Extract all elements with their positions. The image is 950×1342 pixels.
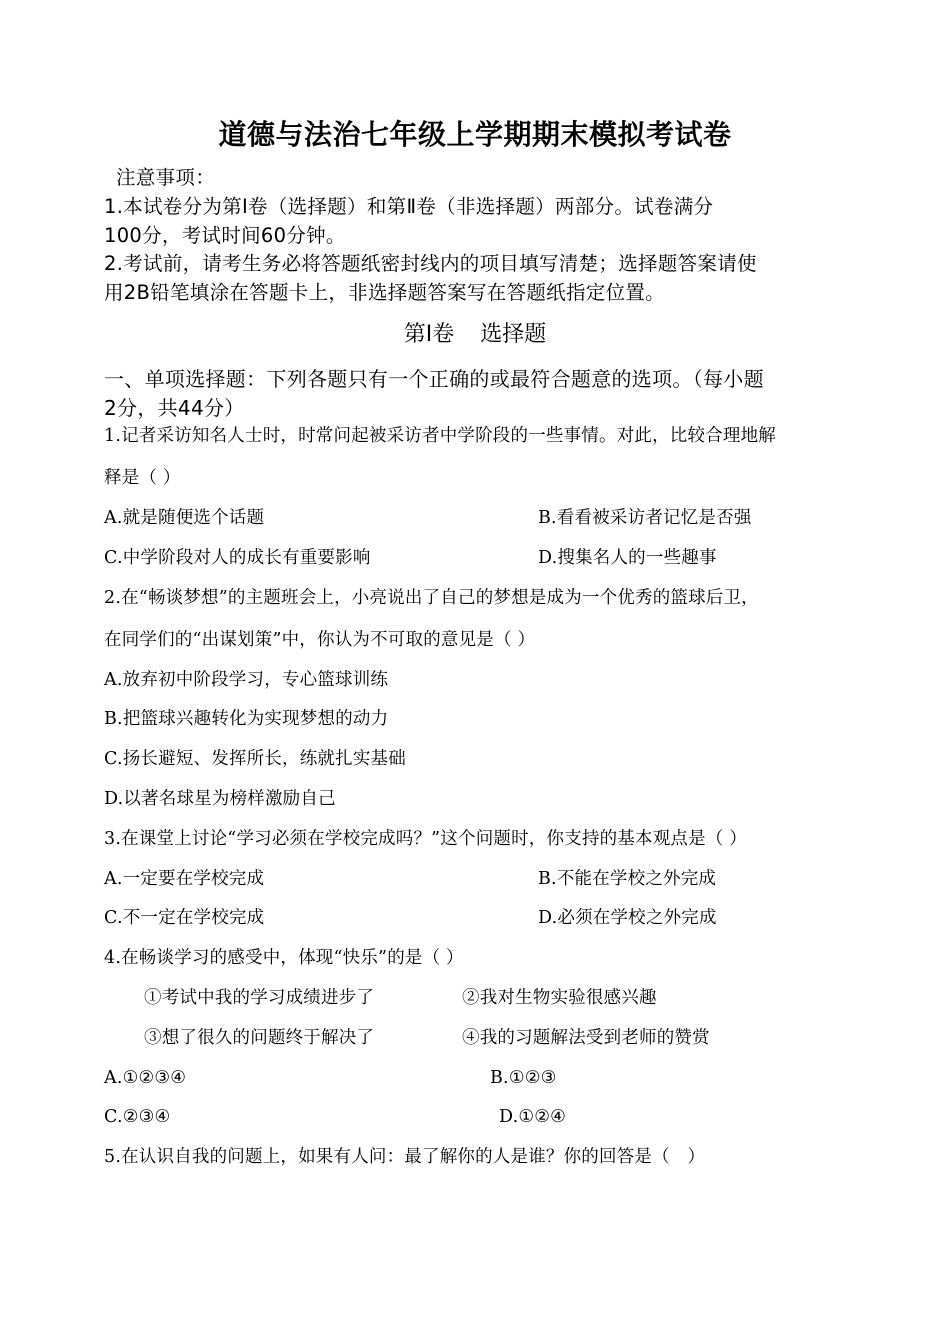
question-2-stem-line-2: 在同学们的“出谋划策”中，你认为不可取的意见是（ ） — [104, 630, 536, 650]
section-title — [0, 324, 950, 346]
question-1-option-a: A.就是随便选个话题 — [104, 508, 265, 528]
question-5-stem: 5.在认识自我的问题上，如果有人问：最了解你的人是谁？你的回答是（ ） — [104, 1147, 706, 1167]
section-part: 第Ⅰ卷 — [403, 322, 455, 347]
question-1-option-b: B.看看被采访者记忆是否强 — [538, 508, 752, 528]
question-2-option-c: C.扬长避短、发挥所长，练就扎实基础 — [104, 749, 406, 769]
question-4-option-a: A.①②③④ — [104, 1068, 187, 1088]
question-4-stem: 4.在畅谈学习的感受中，体现“快乐”的是（ ） — [104, 948, 464, 968]
instruction-line-1: 一、单项选择题：下列各题只有一个正确的或最符合题意的选项。（每小题 — [104, 367, 764, 391]
exam-title: 道德与法治七年级上学期期末模拟考试卷 — [218, 118, 732, 151]
question-1-stem-line-2: 释是（ ） — [104, 468, 181, 488]
question-2-option-a: A.放弃初中阶段学习，专心篮球训练 — [104, 670, 389, 690]
question-2-stem-line-1: 2.在“畅谈梦想”的主题班会上，小亮说出了自己的梦想是成为一个优秀的篮球后卫， — [104, 588, 759, 608]
question-3-option-b: B.不能在学校之外完成 — [538, 869, 717, 889]
question-4-statement-1: ①考试中我的学习成绩进步了 — [144, 988, 375, 1008]
instruction-line-2: 2分，共44分） — [104, 396, 245, 420]
question-1-stem-line-1: 1.记者采访知名人士时，时常问起被采访者中学阶段的一些事情。对此，比较合理地解 — [104, 426, 776, 446]
question-3-option-a: A.一定要在学校完成 — [104, 869, 265, 889]
question-2-option-d: D.以著名球星为榜样激励自己 — [104, 789, 336, 809]
question-4-option-b: B.①②③ — [490, 1068, 557, 1088]
question-3-option-c: C.不一定在学校完成 — [104, 908, 265, 928]
question-4-statement-4: ④我的习题解法受到老师的赞赏 — [462, 1028, 710, 1048]
question-4-statement-3: ③想了很久的问题终于解决了 — [144, 1028, 375, 1048]
question-2-option-b: B.把篮球兴趣转化为实现梦想的动力 — [104, 709, 389, 729]
notes-heading: 注意事项： — [116, 166, 216, 189]
question-3-stem: 3.在课堂上讨论“学习必须在学校完成吗？”这个问题时，你支持的基本观点是（ ） — [104, 829, 747, 849]
notes-line-3: 2.考试前，请考生务必将答题纸密封线内的项目填写清楚；选择题答案请使 — [104, 252, 757, 275]
notes-line-2: 100分，考试时间60分钟。 — [104, 224, 346, 247]
question-1-option-c: C.中学阶段对人的成长有重要影响 — [104, 548, 371, 568]
question-4-option-c: C.②③④ — [104, 1107, 171, 1127]
section-name: 选择题 — [480, 322, 547, 347]
question-1-option-d: D.搜集名人的一些趣事 — [538, 548, 717, 568]
question-4-statement-2: ②我对生物实验很感兴趣 — [462, 988, 657, 1008]
notes-line-4: 用2B铅笔填涂在答题卡上，非选择题答案写在答题纸指定位置。 — [104, 281, 665, 304]
question-3-option-d: D.必须在学校之外完成 — [538, 908, 717, 928]
question-4-option-d: D.①②④ — [499, 1107, 567, 1127]
notes-line-1: 1.本试卷分为第Ⅰ卷（选择题）和第Ⅱ卷（非选择题）两部分。试卷满分 — [104, 195, 714, 218]
